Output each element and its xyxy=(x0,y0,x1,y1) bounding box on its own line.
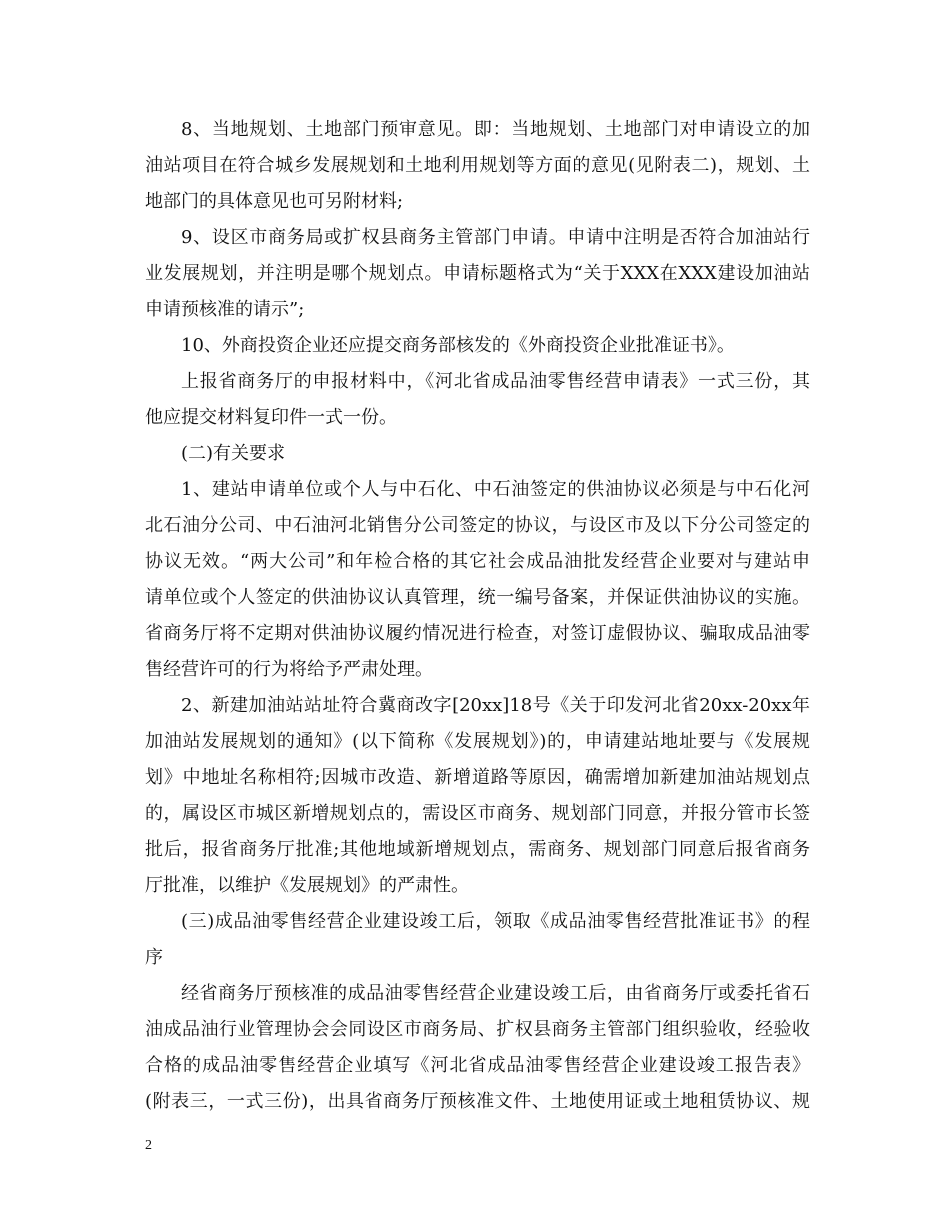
text-line: 地部门的具体意见也可另附材料; xyxy=(145,191,404,212)
text-line: 上报省商务厅的申报材料中，《河北省成品油零售经营申请表》一式三份，其 xyxy=(181,371,810,392)
text-line: 10、外商投资企业还应提交商务部核发的《外商投资企业批准证书》。 xyxy=(181,335,735,356)
document-body xyxy=(145,112,810,1120)
text-line: 经省商务厅预核准的成品油零售经营企业建设竣工后，由省商务厅或委托省石 xyxy=(181,983,810,1004)
text-line: 1、建站申请单位或个人与中石化、中石油签定的供油协议必须是与中石化河 xyxy=(181,479,810,500)
text-line: (附表三，一式三份)，出具省商务厅预核准文件、土地使用证或土地租赁协议、规 xyxy=(145,1091,810,1112)
text-line: 划》中地址名称相符;因城市改造、新增道路等原因，确需增加新建加油站规划点 xyxy=(145,767,810,788)
page-number: 2 xyxy=(145,1138,152,1153)
text-line: (三)成品油零售经营企业建设竣工后，领取《成品油零售经营批准证书》的程 xyxy=(181,911,810,932)
text-line: 厅批准，以维护《发展规划》的严肃性。 xyxy=(145,875,469,896)
text-line: 的，属设区市城区新增规划点的，需设区市商务、规划部门同意，并报分管市长签 xyxy=(145,803,810,824)
text-line: 合格的成品油零售经营企业填写《河北省成品油零售经营企业建设竣工报告表》 xyxy=(145,1055,810,1076)
text-line: 北石油分公司、中石油河北销售分公司签定的协议，与设区市及以下分公司签定的 xyxy=(145,515,810,536)
text-line: 油成品油行业管理协会会同设区市商务局、扩权县商务主管部门组织验收，经验收 xyxy=(145,1019,810,1040)
text-line: 他应提交材料复印件一式一份。 xyxy=(145,407,397,428)
text-line: 请单位或个人签定的供油协议认真管理，统一编号备案，并保证供油协议的实施。 xyxy=(145,587,810,608)
text-line: 售经营许可的行为将给予严肃处理。 xyxy=(145,659,433,680)
text-line: 省商务厅将不定期对供油协议履约情况进行检查，对签订虚假协议、骗取成品油零 xyxy=(145,623,810,644)
text-line: 协议无效。“两大公司”和年检合格的其它社会成品油批发经营企业要对与建站申 xyxy=(145,551,810,572)
text-line: (二)有关要求 xyxy=(181,443,286,464)
text-line: 序 xyxy=(145,947,163,968)
text-line: 2、新建加油站站址符合冀商改字[20xx]18号《关于印发河北省20xx-20xx年 xyxy=(181,695,810,716)
text-line: 加油站发展规划的通知》(以下简称《发展规划》)的，申请建站地址要与《发展规 xyxy=(145,731,810,752)
text-line: 油站项目在符合城乡发展规划和土地利用规划等方面的意见(见附表二)，规划、土 xyxy=(145,155,810,176)
text-line: 业发展规划，并注明是哪个规划点。申请标题格式为“关于XXX在XXX建设加油站 xyxy=(145,263,810,284)
text-line: 8、当地规划、土地部门预审意见。即：当地规划、土地部门对申请设立的加 xyxy=(181,119,810,140)
text-line: 批后，报省商务厅批准;其他地域新增规划点，需商务、规划部门同意后报省商务 xyxy=(145,839,810,860)
text-line: 9、设区市商务局或扩权县商务主管部门申请。申请中注明是否符合加油站行 xyxy=(181,227,810,248)
text-line: 申请预核准的请示”; xyxy=(145,299,305,320)
